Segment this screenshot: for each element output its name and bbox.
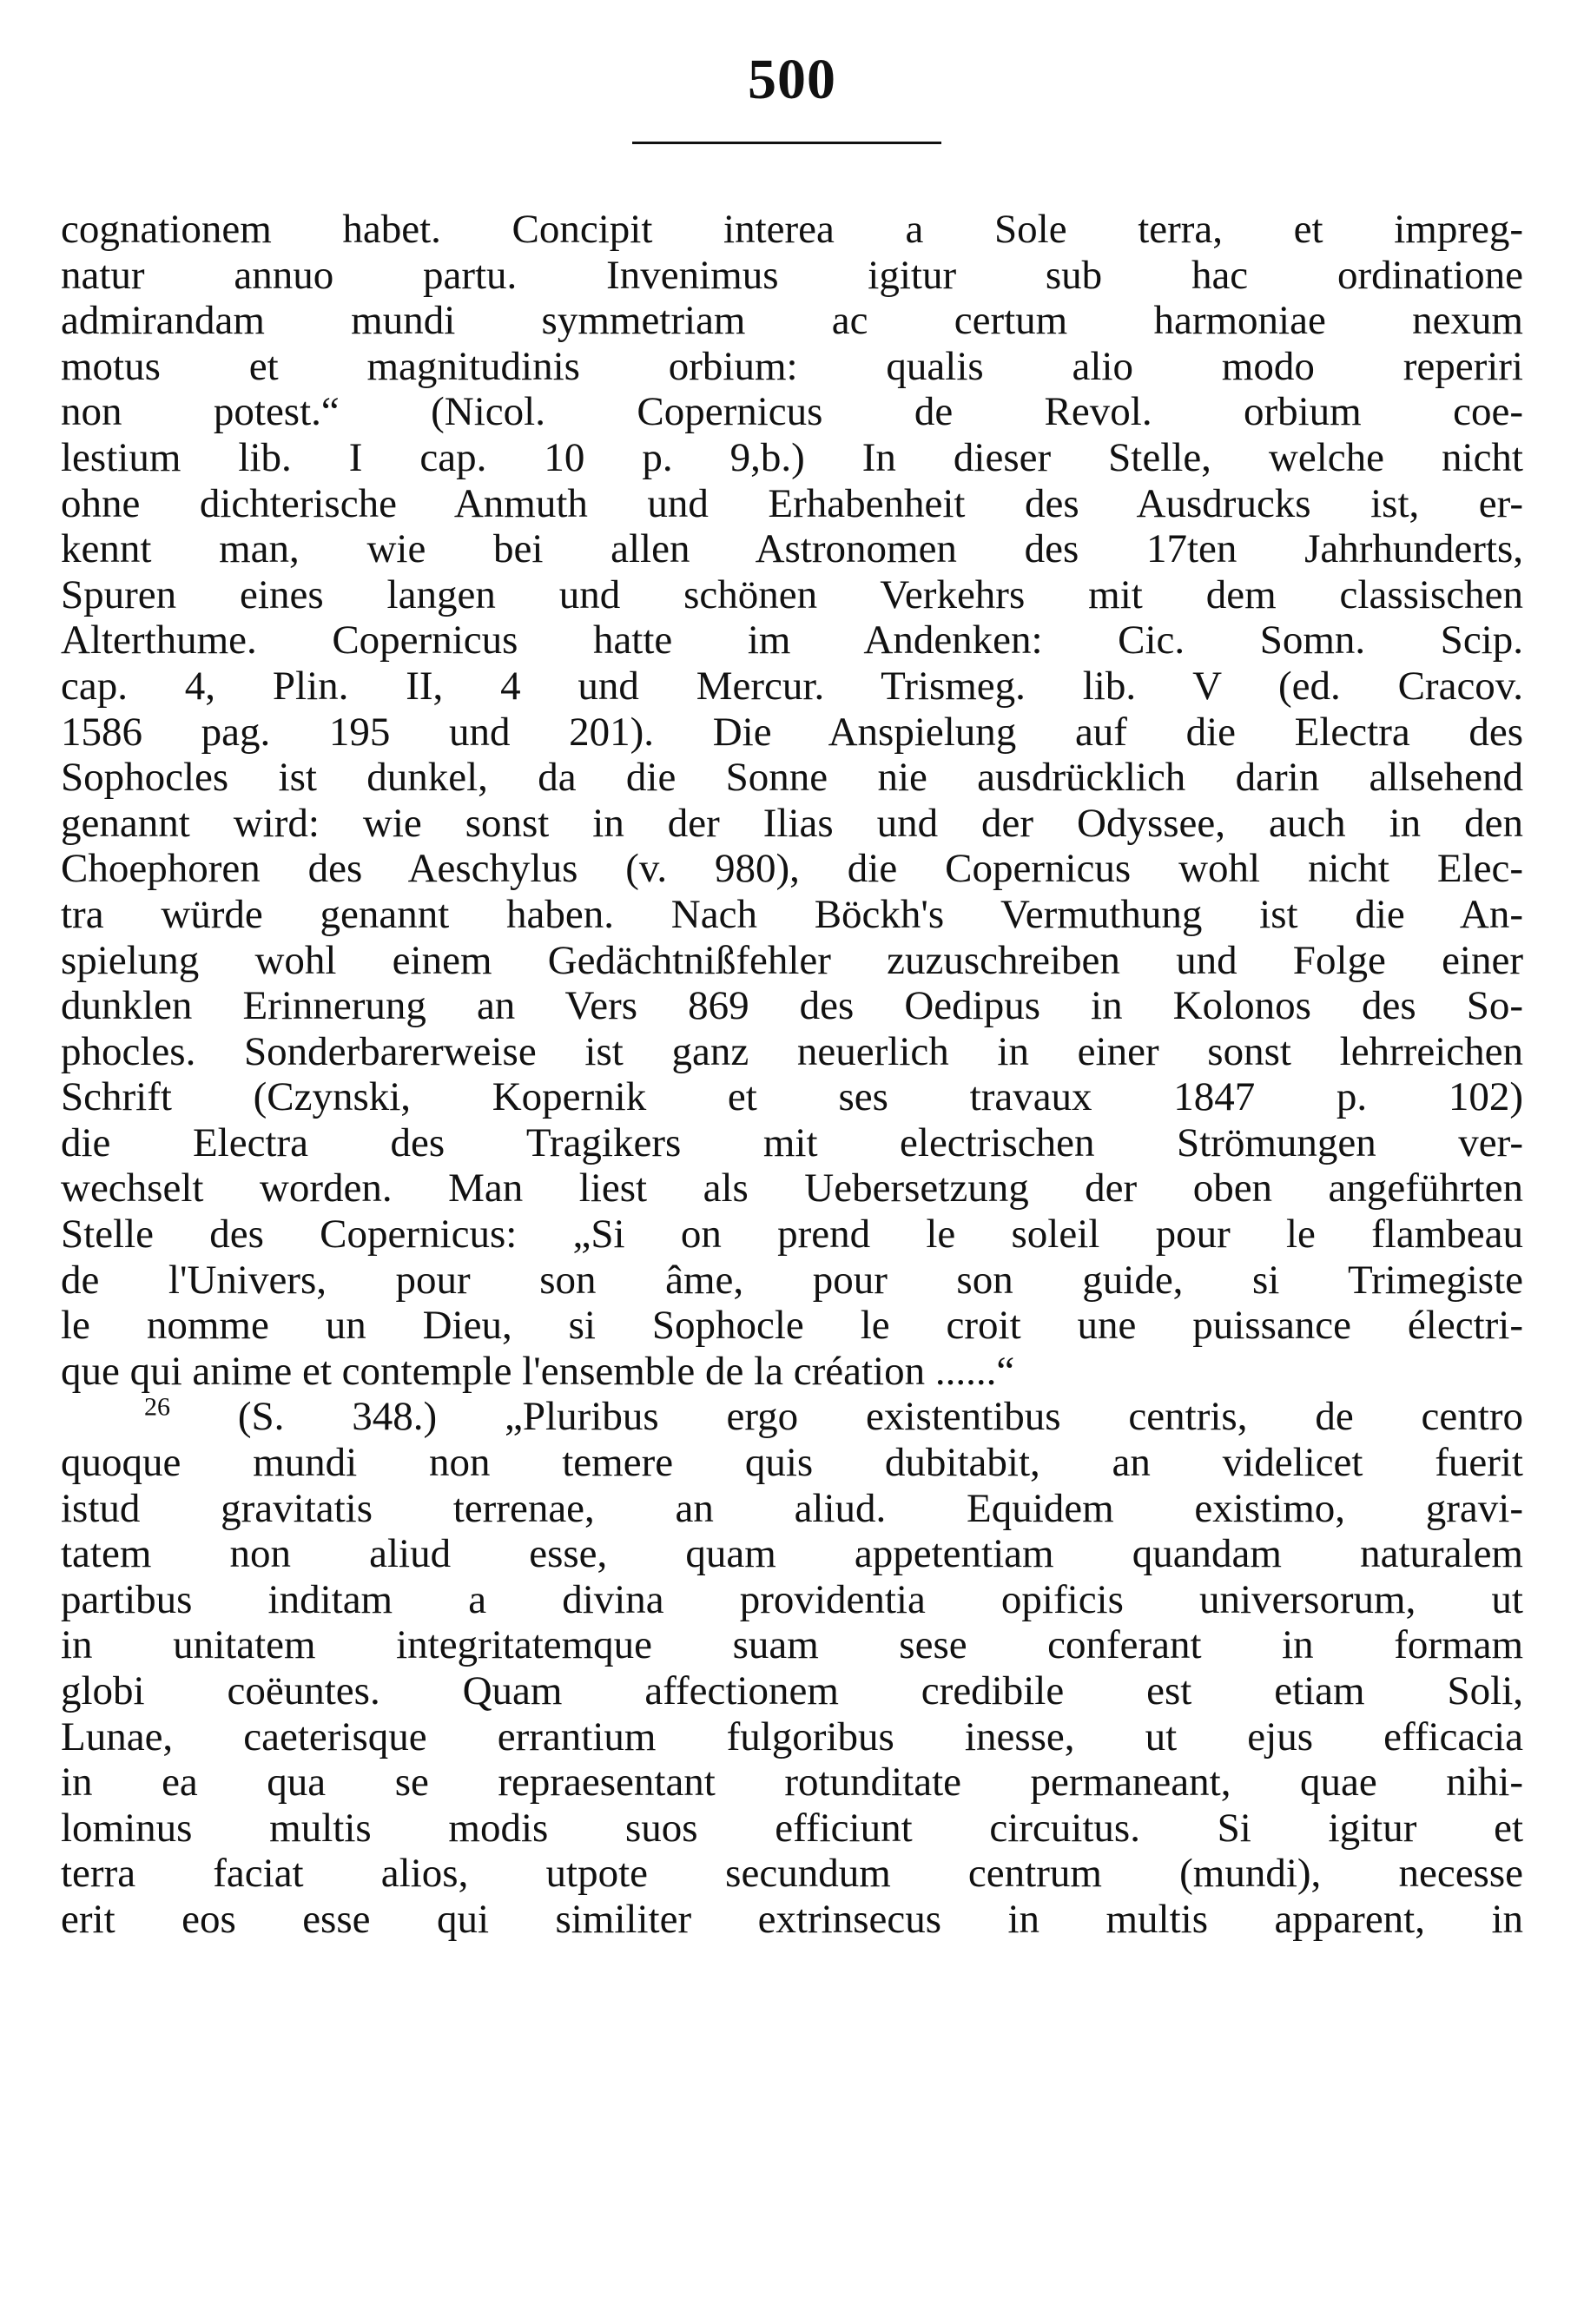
text-line: motus et magnitudinis orbium: qualis alio modo reperiri — [61, 343, 1523, 389]
text-line: non potest.“ (Nicol. Copernicus de Revol. orbium coe- — [61, 389, 1523, 435]
text-line: die Electra des Tragikers mit electrischen Strömungen ver- — [61, 1119, 1523, 1165]
text-line: globi coëuntes. Quam affectionem credibile est etiam Soli, — [61, 1668, 1523, 1713]
text-line: lominus multis modis suos efficiunt circuitus. Si igitur et — [61, 1805, 1523, 1851]
header-rule — [632, 142, 941, 144]
text-line: admirandam mundi symmetriam ac certum harmoniae nexum — [61, 298, 1523, 344]
text-line: de l'Univers, pour son âme, pour son guide, si Trimegiste — [61, 1257, 1523, 1303]
text-line: Alterthume. Copernicus hatte im Andenken: Cic. Somn. Scip. — [61, 617, 1523, 664]
text-line: genannt wird: wie sonst in der Ilias und der Odyssee, auch in den — [61, 800, 1523, 846]
text-line: 1586 pag. 195 und 201). Die Anspielung auf die Electra des — [61, 709, 1523, 755]
text-line: Sophocles ist dunkel, da die Sonne nie ausdrücklich darin allsehend — [61, 755, 1523, 801]
text-line: lestium lib. I cap. 10 p. 9,b.) In dieser Stelle, welche nicht — [61, 434, 1523, 480]
text-line: dunklen Erinnerung an Vers 869 des Oedipus in Kolonos des So- — [61, 983, 1523, 1029]
text-line: tatem non aliud esse, quam appetentiam quandam naturalem — [61, 1531, 1523, 1577]
text-line: quoque mundi non temere quis dubitabit, an videlicet fuerit — [61, 1440, 1523, 1486]
footnote-number: 26 — [144, 1394, 170, 1422]
text-line: Schrift (Czynski, Kopernik et ses travaux 1847 p. 102) — [61, 1074, 1523, 1120]
text-line: que qui anime et contemple l'ensemble de la création ......“ — [61, 1348, 1015, 1394]
text-line: wechselt worden. Man liest als Uebersetzung der oben angeführten — [61, 1165, 1523, 1212]
page-number: 500 — [748, 48, 836, 111]
text-line: istud gravitatis terrenae, an aliud. Equidem existimo, gravi- — [61, 1485, 1523, 1531]
text-line: Spuren eines langen und schönen Verkehrs mit dem classischen — [61, 571, 1523, 617]
text-line: spielung wohl einem Gedächtnißfehler zuzuschreiben und Folge einer — [61, 937, 1523, 983]
text-line: terra faciat alios, utpote secundum centrum (mundi), necesse — [61, 1851, 1523, 1897]
text-line: erit eos esse qui similiter extrinsecus in multis apparent, in — [61, 1896, 1523, 1942]
text-line: Lunae, caeterisque errantium fulgoribus inesse, ut ejus efficacia — [61, 1713, 1523, 1760]
text-line: in ea qua se repraesentant rotunditate permaneant, quae nihi- — [61, 1760, 1523, 1806]
text-line: cognationem habet. Concipit interea a Sole terra, et impreg- — [61, 207, 1523, 252]
footnote-26 — [61, 1394, 1523, 1942]
text-line: ohne dichterische Anmuth und Erhabenheit des Ausdrucks ist, er- — [61, 480, 1523, 526]
text-line: tra würde genannt haben. Nach Böckh's Vermuthung ist die An- — [61, 891, 1523, 937]
text-line: le nomme un Dieu, si Sophocle le croit une puissance électri- — [61, 1303, 1523, 1349]
text-line: partibus inditam a divina providentia opificis universorum, ut — [61, 1576, 1523, 1622]
footnote-first-line — [61, 1394, 1523, 1440]
text-line: natur annuo partu. Invenimus igitur sub hac ordinatione — [61, 252, 1523, 298]
paragraph-continuation — [61, 207, 1523, 1394]
body-text — [61, 207, 1523, 1943]
footnote-first-line-text: (S. 348.) „Pluribus ergo existentibus centris, de centro — [237, 1394, 1523, 1440]
text-line: cap. 4, Plin. II, 4 und Mercur. Trismeg. lib. V (ed. Cracov. — [61, 663, 1523, 709]
text-line: phocles. Sonderbarerweise ist ganz neuerlich in einer sonst lehrreichen — [61, 1028, 1523, 1074]
text-line: Choephoren des Aeschylus (v. 980), die Copernicus wohl nicht Elec- — [61, 846, 1523, 892]
text-line: Stelle des Copernicus: „Si on prend le soleil pour le flambeau — [61, 1212, 1523, 1258]
text-line: in unitatem integritatemque suam sese conferant in formam — [61, 1622, 1523, 1668]
text-line: kennt man, wie bei allen Astronomen des 17ten Jahrhunderts, — [61, 526, 1523, 572]
